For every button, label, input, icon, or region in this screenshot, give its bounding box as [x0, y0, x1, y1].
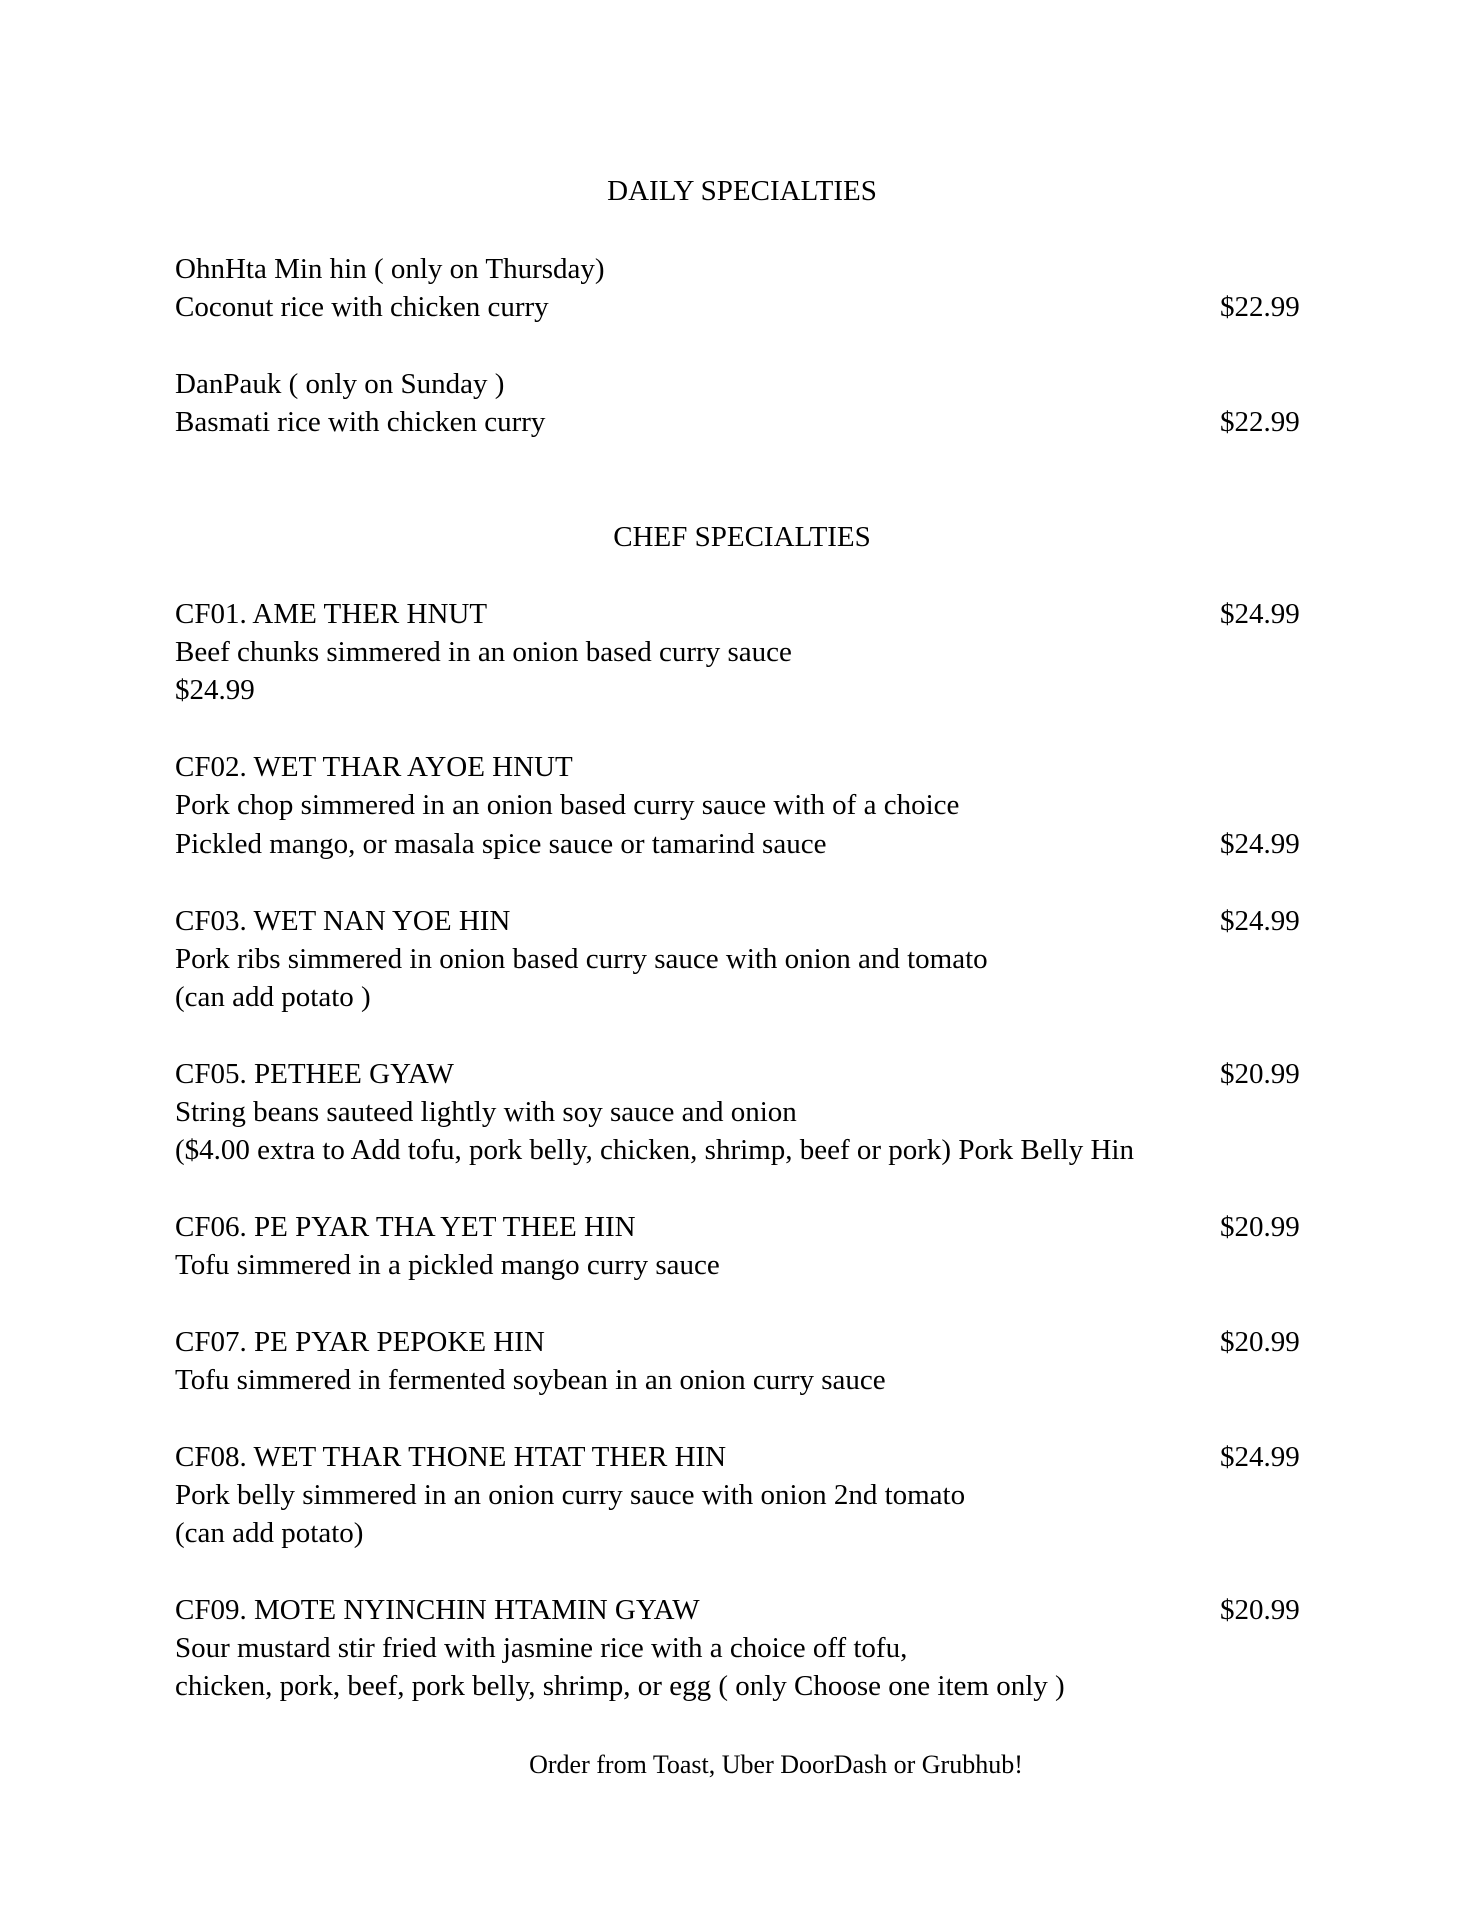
daily-item-desc: Basmati rice with chicken curry — [175, 406, 546, 438]
chef-item-price: $24.99 — [1220, 1441, 1300, 1473]
daily-item-price: $22.99 — [1220, 406, 1300, 438]
chef-specialties-heading: CHEF SPECIALTIES — [613, 521, 871, 553]
chef-item-desc: String beans sauteed lightly with soy sauce and onion — [175, 1096, 797, 1128]
chef-item-price: $20.99 — [1220, 1594, 1300, 1626]
daily-item-name: OhnHta Min hin ( only on Thursday) — [175, 253, 605, 285]
chef-item-price: $24.99 — [1220, 828, 1300, 860]
daily-item-name: DanPauk ( only on Sunday ) — [175, 368, 505, 400]
chef-item-desc: chicken, pork, beef, pork belly, shrimp, or egg ( only Choose one item only ) — [175, 1670, 1065, 1702]
chef-item-title: CF08. WET THAR THONE HTAT THER HIN — [175, 1441, 727, 1473]
chef-item-desc: (can add potato) — [175, 1517, 364, 1549]
chef-item-price: $20.99 — [1220, 1326, 1300, 1358]
chef-item-desc: Sour mustard stir fried with jasmine rice with a choice off tofu, — [175, 1632, 908, 1664]
daily-specialties-heading: DAILY SPECIALTIES — [607, 175, 877, 207]
chef-item-title: CF07. PE PYAR PEPOKE HIN — [175, 1326, 545, 1358]
chef-item-desc: Beef chunks simmered in an onion based curry sauce — [175, 636, 792, 668]
chef-item-title: CF02. WET THAR AYOE HNUT — [175, 751, 573, 783]
order-footer: Order from Toast, Uber DoorDash or Grubhub! — [529, 1750, 1023, 1779]
chef-item-desc: Pork ribs simmered in onion based curry sauce with onion and tomato — [175, 943, 988, 975]
chef-item-desc: (can add potato ) — [175, 981, 371, 1013]
chef-item-price: $20.99 — [1220, 1211, 1300, 1243]
chef-item-title: CF09. MOTE NYINCHIN HTAMIN GYAW — [175, 1594, 700, 1626]
chef-item-price: $24.99 — [1220, 598, 1300, 630]
chef-item-price: $20.99 — [1220, 1058, 1300, 1090]
chef-item-title: CF05. PETHEE GYAW — [175, 1058, 454, 1090]
daily-item-price: $22.99 — [1220, 291, 1300, 323]
chef-item-title: CF01. AME THER HNUT — [175, 598, 488, 630]
chef-item-desc: Pickled mango, or masala spice sauce or tamarind sauce — [175, 828, 827, 860]
chef-item-desc: $24.99 — [175, 674, 255, 706]
chef-item-desc: ($4.00 extra to Add tofu, pork belly, chicken, shrimp, beef or pork) Pork Belly Hin — [175, 1134, 1134, 1166]
daily-item-desc: Coconut rice with chicken curry — [175, 291, 549, 323]
chef-item-desc: Pork chop simmered in an onion based curry sauce with of a choice — [175, 789, 960, 821]
chef-item-price: $24.99 — [1220, 905, 1300, 937]
chef-item-desc: Tofu simmered in fermented soybean in an onion curry sauce — [175, 1364, 886, 1396]
chef-item-desc: Pork belly simmered in an onion curry sauce with onion 2nd tomato — [175, 1479, 966, 1511]
chef-item-title: CF06. PE PYAR THA YET THEE HIN — [175, 1211, 636, 1243]
chef-item-title: CF03. WET NAN YOE HIN — [175, 905, 511, 937]
chef-item-desc: Tofu simmered in a pickled mango curry sauce — [175, 1249, 720, 1281]
